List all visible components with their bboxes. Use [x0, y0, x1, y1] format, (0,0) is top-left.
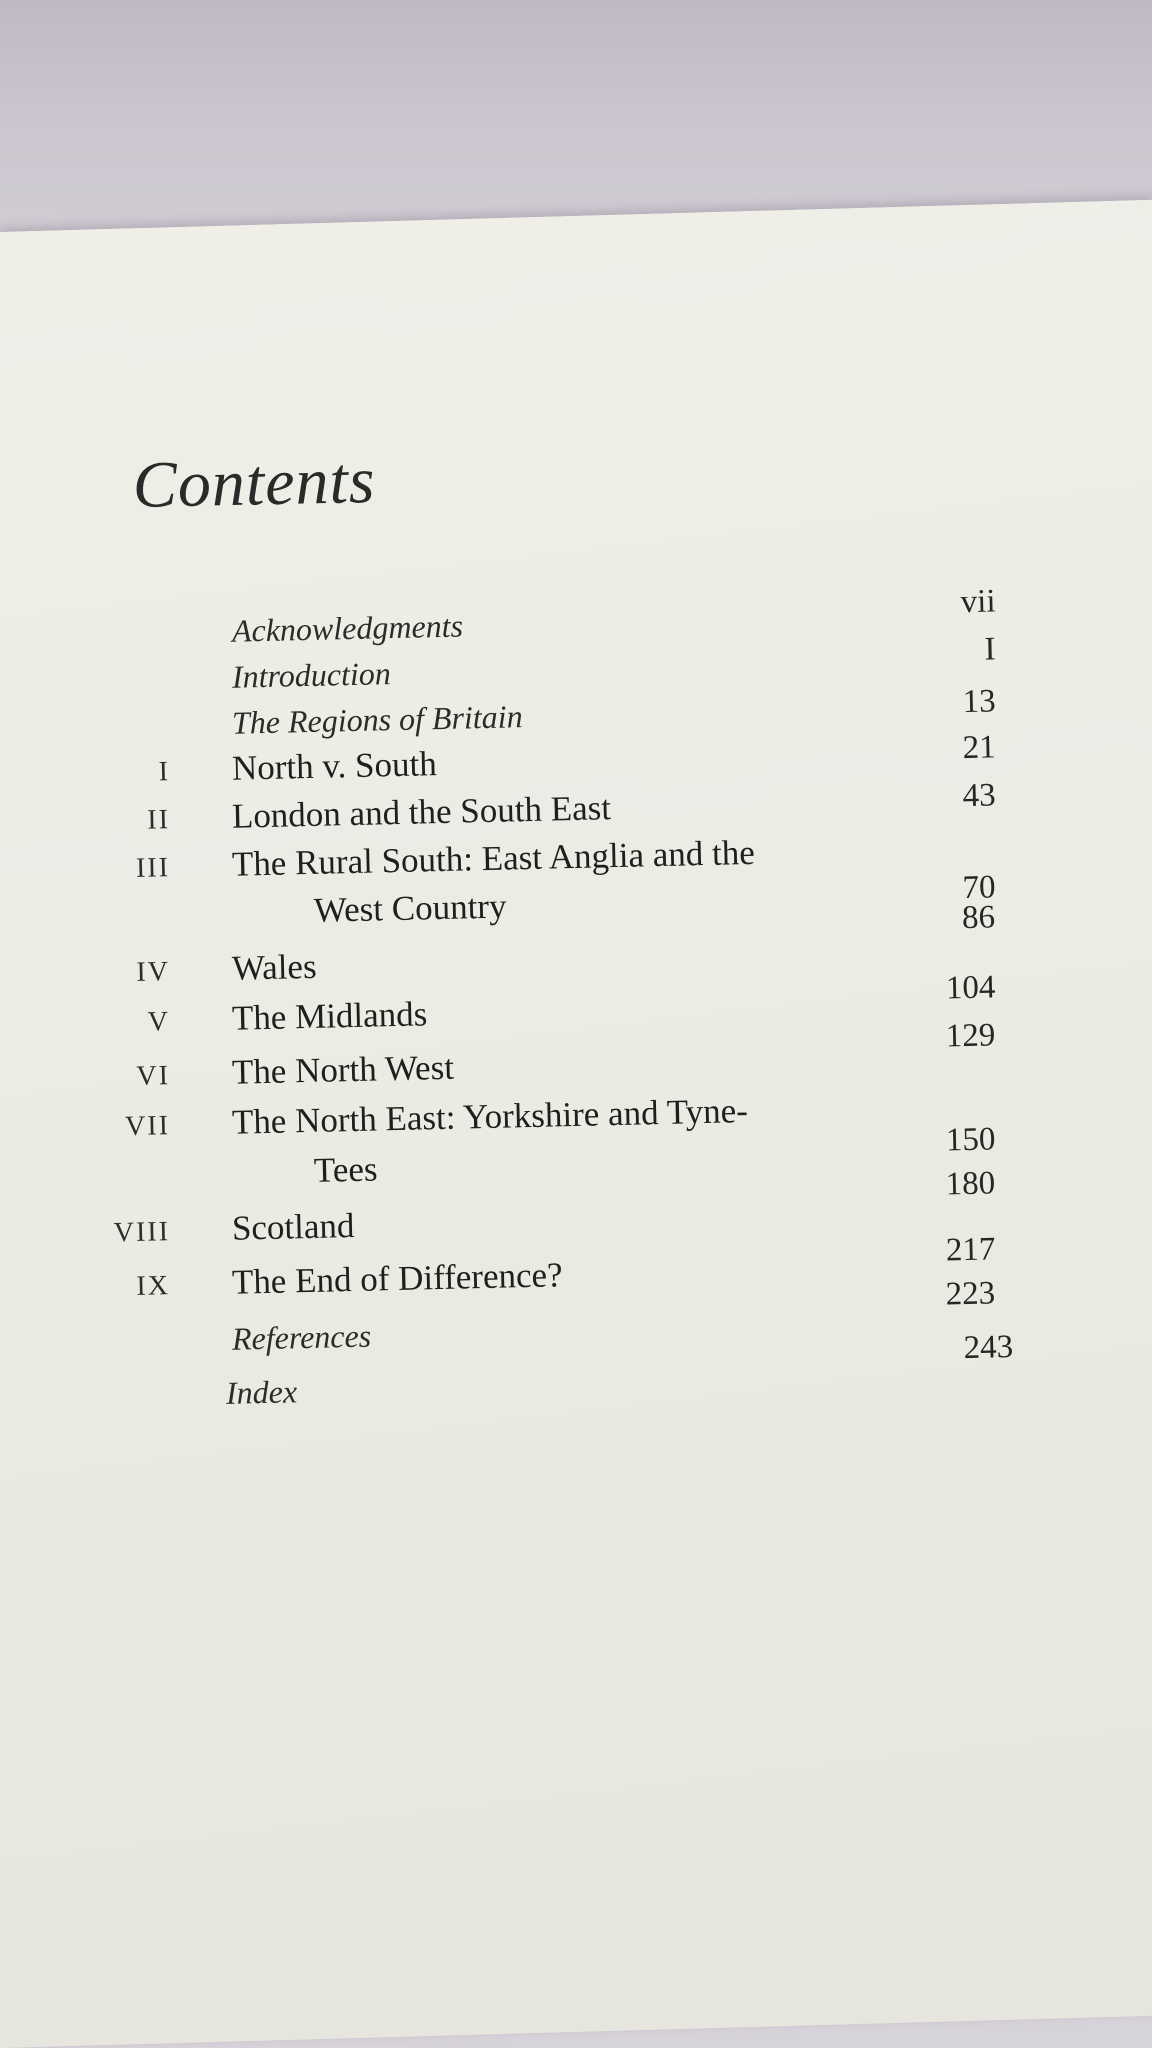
entry-title: London and the South East: [231, 788, 612, 836]
entry-page-number: 70: [962, 869, 996, 907]
entry-title: The Rural South: East Anglia and the: [231, 832, 756, 884]
chapter-number: II: [146, 804, 171, 836]
entry-page-number: 86: [961, 899, 996, 937]
entry-page-number: 21: [962, 729, 997, 767]
chapter-number: IV: [136, 956, 171, 988]
entry-title: Scotland: [231, 1205, 355, 1248]
entry-page-number: 243: [963, 1329, 1014, 1367]
entry-page-number: 129: [945, 1017, 996, 1055]
chapter-number: VI: [136, 1060, 171, 1092]
entry-page-number: I: [984, 631, 996, 668]
entry-title: Introduction: [231, 655, 392, 695]
entry-title: The Midlands: [231, 994, 428, 1038]
entry-title-continuation: Tees: [313, 1149, 378, 1190]
entry-title: References: [231, 1317, 372, 1357]
entry-page-number: 150: [945, 1121, 996, 1159]
entry-title: Acknowledgments: [231, 607, 464, 649]
entry-title: North v. South: [231, 744, 438, 788]
entry-page-number: 13: [962, 683, 997, 721]
entry-title: Wales: [231, 946, 318, 988]
entry-page-number: 180: [945, 1165, 996, 1203]
entry-title: Index: [225, 1373, 298, 1411]
entry-title: The North East: Yorkshire and Tyne-: [231, 1091, 749, 1142]
entry-title-continuation: West Country: [313, 886, 507, 930]
chapter-number: I: [158, 756, 171, 788]
entry-page-number: vii: [960, 583, 996, 621]
entry-title: The Regions of Britain: [231, 698, 523, 741]
entry-page-number: 104: [945, 969, 996, 1007]
page-title: Contents: [132, 443, 377, 522]
entry-title: The North West: [231, 1047, 455, 1092]
entry-page-number: 223: [945, 1275, 996, 1313]
chapter-number: VIII: [113, 1216, 171, 1249]
chapter-number: VII: [124, 1110, 171, 1143]
entry-page-number: 43: [962, 777, 997, 815]
chapter-number: III: [135, 852, 171, 884]
entry-page-number: 217: [945, 1231, 996, 1269]
chapter-number: V: [147, 1006, 171, 1038]
entry-title: The End of Difference?: [231, 1255, 564, 1302]
chapter-number: IX: [136, 1270, 171, 1302]
